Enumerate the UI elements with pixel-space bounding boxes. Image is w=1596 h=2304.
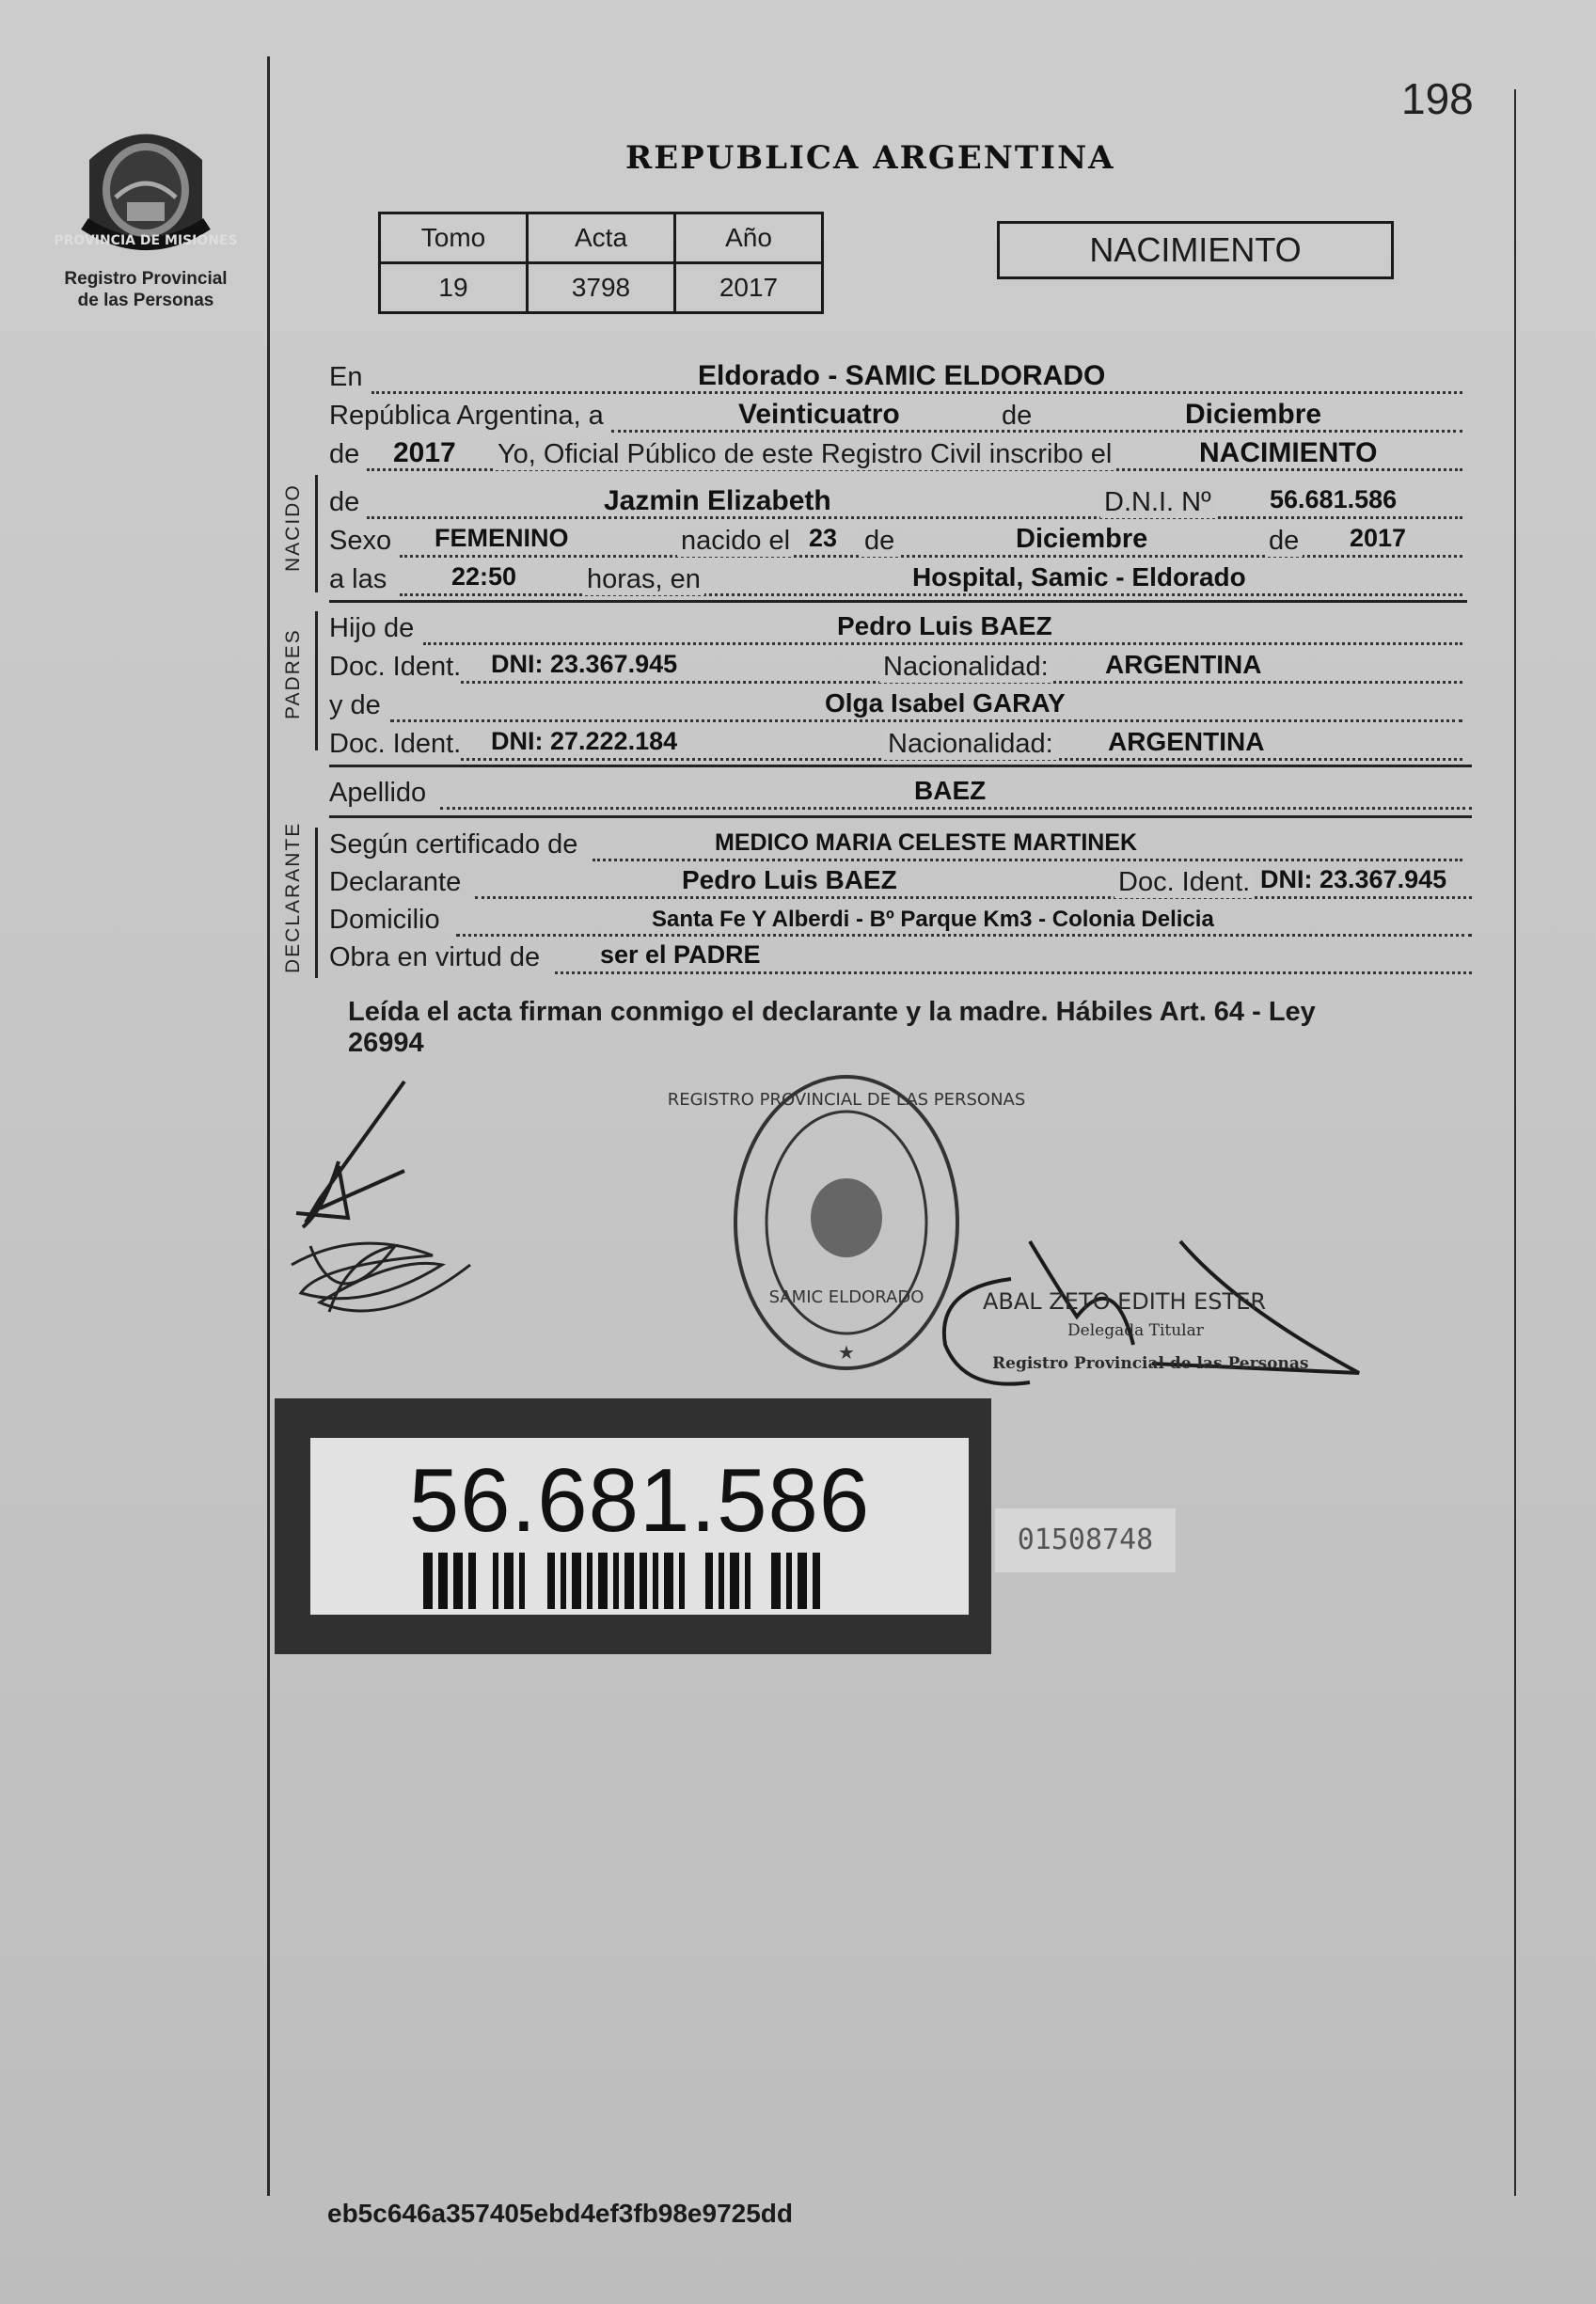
- row-apellido: [329, 778, 1472, 815]
- anio-value: 2017: [675, 263, 823, 313]
- apellido-value: BAEZ: [914, 776, 987, 805]
- table-header-tomo: Tomo: [380, 213, 528, 263]
- row-madre-doc: [329, 729, 1462, 766]
- dotted-line: [593, 859, 1462, 861]
- a-las-label: a las: [329, 564, 387, 594]
- tomo-acta-table: [378, 212, 824, 314]
- dotted-line: [423, 642, 1462, 645]
- registro-label-line-1: Registro Provincial: [64, 269, 228, 289]
- row-hijo-de: [329, 613, 1462, 651]
- officer-signature-stamp: [926, 1232, 1368, 1411]
- svg-text:Registro Provincial de las Per: Registro Provincial de las Personas: [992, 1354, 1309, 1373]
- dotted-line: [400, 593, 1462, 596]
- svg-text:ABAL ZETO EDITH ESTER: ABAL ZETO EDITH ESTER: [983, 1288, 1267, 1315]
- father-nationality-value: ARGENTINA: [1105, 650, 1262, 679]
- row-obra: [329, 942, 1472, 980]
- mother-doc-value: DNI: 27.222.184: [491, 727, 678, 755]
- republica-label: República Argentina, a: [329, 401, 604, 431]
- dni-sticker-panel: [310, 1438, 969, 1615]
- certificado-value: MEDICO MARIA CELESTE MARTINEK: [715, 829, 1138, 856]
- declarante-doc-value: DNI: 23.367.945: [1260, 865, 1447, 893]
- birth-day-value: 23: [809, 524, 838, 552]
- table-header-acta: Acta: [528, 213, 675, 263]
- sexo-label: Sexo: [329, 526, 392, 556]
- section-line-padres: [315, 611, 318, 750]
- dotted-line: [555, 971, 1472, 974]
- table-header-row: [380, 213, 823, 263]
- page-title: REPUBLICA ARGENTINA: [625, 139, 1115, 177]
- right-margin-line: [1514, 89, 1516, 2196]
- dotted-line: [456, 934, 1472, 937]
- row-nacido-sexo: [329, 526, 1462, 563]
- dotted-line: [390, 719, 1462, 722]
- horas-en-label: horas, en: [583, 564, 704, 595]
- row-padre-doc: [329, 652, 1462, 689]
- registro-label: [52, 268, 240, 311]
- de-label: de: [1002, 401, 1033, 431]
- row-y-de: [329, 690, 1462, 728]
- row-de-anio: [329, 439, 1462, 477]
- birth-place-value: Hospital, Samic - Eldorado: [912, 562, 1246, 592]
- nacionalidad-label: Nacionalidad:: [884, 729, 1057, 760]
- svg-text:REGISTRO PROVINCIAL DE LAS PER: REGISTRO PROVINCIAL DE LAS PERSONAS: [667, 1090, 1026, 1110]
- section-label-nacido: NACIDO: [282, 483, 304, 572]
- declarante-signature: [282, 1077, 489, 1340]
- section-line-nacido: [315, 475, 318, 592]
- dotted-line: [400, 555, 1462, 558]
- obra-label: Obra en virtud de: [329, 942, 541, 972]
- y-de-label: y de: [329, 690, 381, 720]
- left-margin-line: [267, 56, 270, 2196]
- svg-text:★: ★: [838, 1343, 855, 1364]
- doc-ident-label: Doc. Ident.: [329, 729, 462, 759]
- acta-value: 3798: [528, 263, 675, 313]
- birth-month-value: Diciembre: [1016, 524, 1148, 554]
- barcode-icon: [423, 1553, 856, 1609]
- certificado-label: Según certificado de: [329, 829, 578, 860]
- divider: [329, 765, 1472, 767]
- mother-nationality-value: ARGENTINA: [1108, 727, 1265, 756]
- apellido-label: Apellido: [329, 778, 427, 808]
- hijo-de-label: Hijo de: [329, 613, 415, 643]
- dotted-line: [475, 896, 1472, 899]
- birth-hour-value: 22:50: [451, 562, 517, 591]
- yo-text: Yo, Oficial Público de este Registro Civil inscribo el: [494, 439, 1115, 470]
- de-label: de: [1265, 526, 1303, 557]
- document-hash: eb5c646a357405ebd4ef3fb98e9725dd: [327, 2199, 794, 2228]
- father-doc-value: DNI: 23.367.945: [491, 650, 678, 678]
- day-value: Veinticuatro: [738, 399, 900, 430]
- row-domicilio: [329, 905, 1472, 942]
- baby-name-value: Jazmin Elizabeth: [604, 485, 831, 516]
- serial-number: 01508748: [995, 1508, 1176, 1572]
- row-en: [329, 362, 1462, 400]
- doc-ident-label: Doc. Ident.: [329, 652, 462, 682]
- tomo-value: 19: [380, 263, 528, 313]
- baby-dni-value: 56.681.586: [1270, 485, 1398, 513]
- closing-text: [348, 997, 1458, 1059]
- de-label: de: [861, 526, 898, 557]
- nacionalidad-label: Nacionalidad:: [879, 652, 1052, 683]
- row-certificado: [329, 829, 1462, 867]
- row-nacido-hora: [329, 564, 1462, 602]
- divider: [329, 815, 1472, 818]
- section-label-declarante: DECLARANTE: [282, 821, 304, 973]
- closing-text-line-1: Leída el acta firman conmigo el declarante y la madre. Hábiles Art. 64 - Ley: [348, 997, 1316, 1027]
- birth-year-value: 2017: [1350, 524, 1407, 552]
- registro-label-line-2: de las Personas: [77, 291, 214, 310]
- section-label-padres: PADRES: [282, 628, 304, 719]
- dni-number: 56.681.586: [408, 1450, 871, 1551]
- de-label: de: [329, 487, 360, 517]
- en-label: En: [329, 362, 363, 392]
- inscribo-value: NACIMIENTO: [1199, 437, 1378, 468]
- act-type-box: NACIMIENTO: [997, 221, 1394, 279]
- nacido-el-label: nacido el: [677, 526, 794, 557]
- obra-value: ser el PADRE: [600, 940, 761, 969]
- page-number: 198: [1401, 74, 1474, 123]
- place-value: Eldorado - SAMIC ELDORADO: [698, 360, 1106, 391]
- table-row: [380, 263, 823, 313]
- domicilio-value: Santa Fe Y Alberdi - Bº Parque Km3 - Colonia Delicia: [652, 907, 1214, 932]
- svg-text:Delegada Titular: Delegada Titular: [1067, 1321, 1204, 1340]
- declarante-value: Pedro Luis BAEZ: [682, 865, 897, 894]
- dni-label: D.N.I. Nº: [1100, 487, 1215, 518]
- closing-text-line-2: 26994: [348, 1028, 424, 1058]
- row-republica: [329, 401, 1462, 438]
- month-value: Diciembre: [1185, 399, 1322, 430]
- table-header-anio: Año: [675, 213, 823, 263]
- dotted-line: [440, 807, 1472, 810]
- domicilio-label: Domicilio: [329, 905, 440, 935]
- sexo-value: FEMENINO: [435, 524, 569, 552]
- year-value: 2017: [393, 437, 456, 468]
- row-nacido-nombre: [329, 487, 1462, 525]
- dni-sticker: [275, 1398, 991, 1654]
- section-line-declarante: [315, 828, 318, 978]
- dotted-line: [367, 516, 1462, 519]
- doc-ident-label: Doc. Ident.: [1114, 867, 1254, 898]
- declarante-label: Declarante: [329, 867, 462, 897]
- mother-name-value: Olga Isabel GARAY: [825, 688, 1066, 718]
- misiones-province-seal-icon: [54, 113, 238, 263]
- svg-text:SAMIC ELDORADO: SAMIC ELDORADO: [768, 1287, 924, 1307]
- divider: [329, 600, 1467, 603]
- svg-text:PROVINCIA DE MISIONES: PROVINCIA DE MISIONES: [54, 233, 238, 248]
- father-name-value: Pedro Luis BAEZ: [837, 611, 1052, 640]
- row-declarante: [329, 867, 1472, 905]
- de-label: de: [329, 439, 360, 469]
